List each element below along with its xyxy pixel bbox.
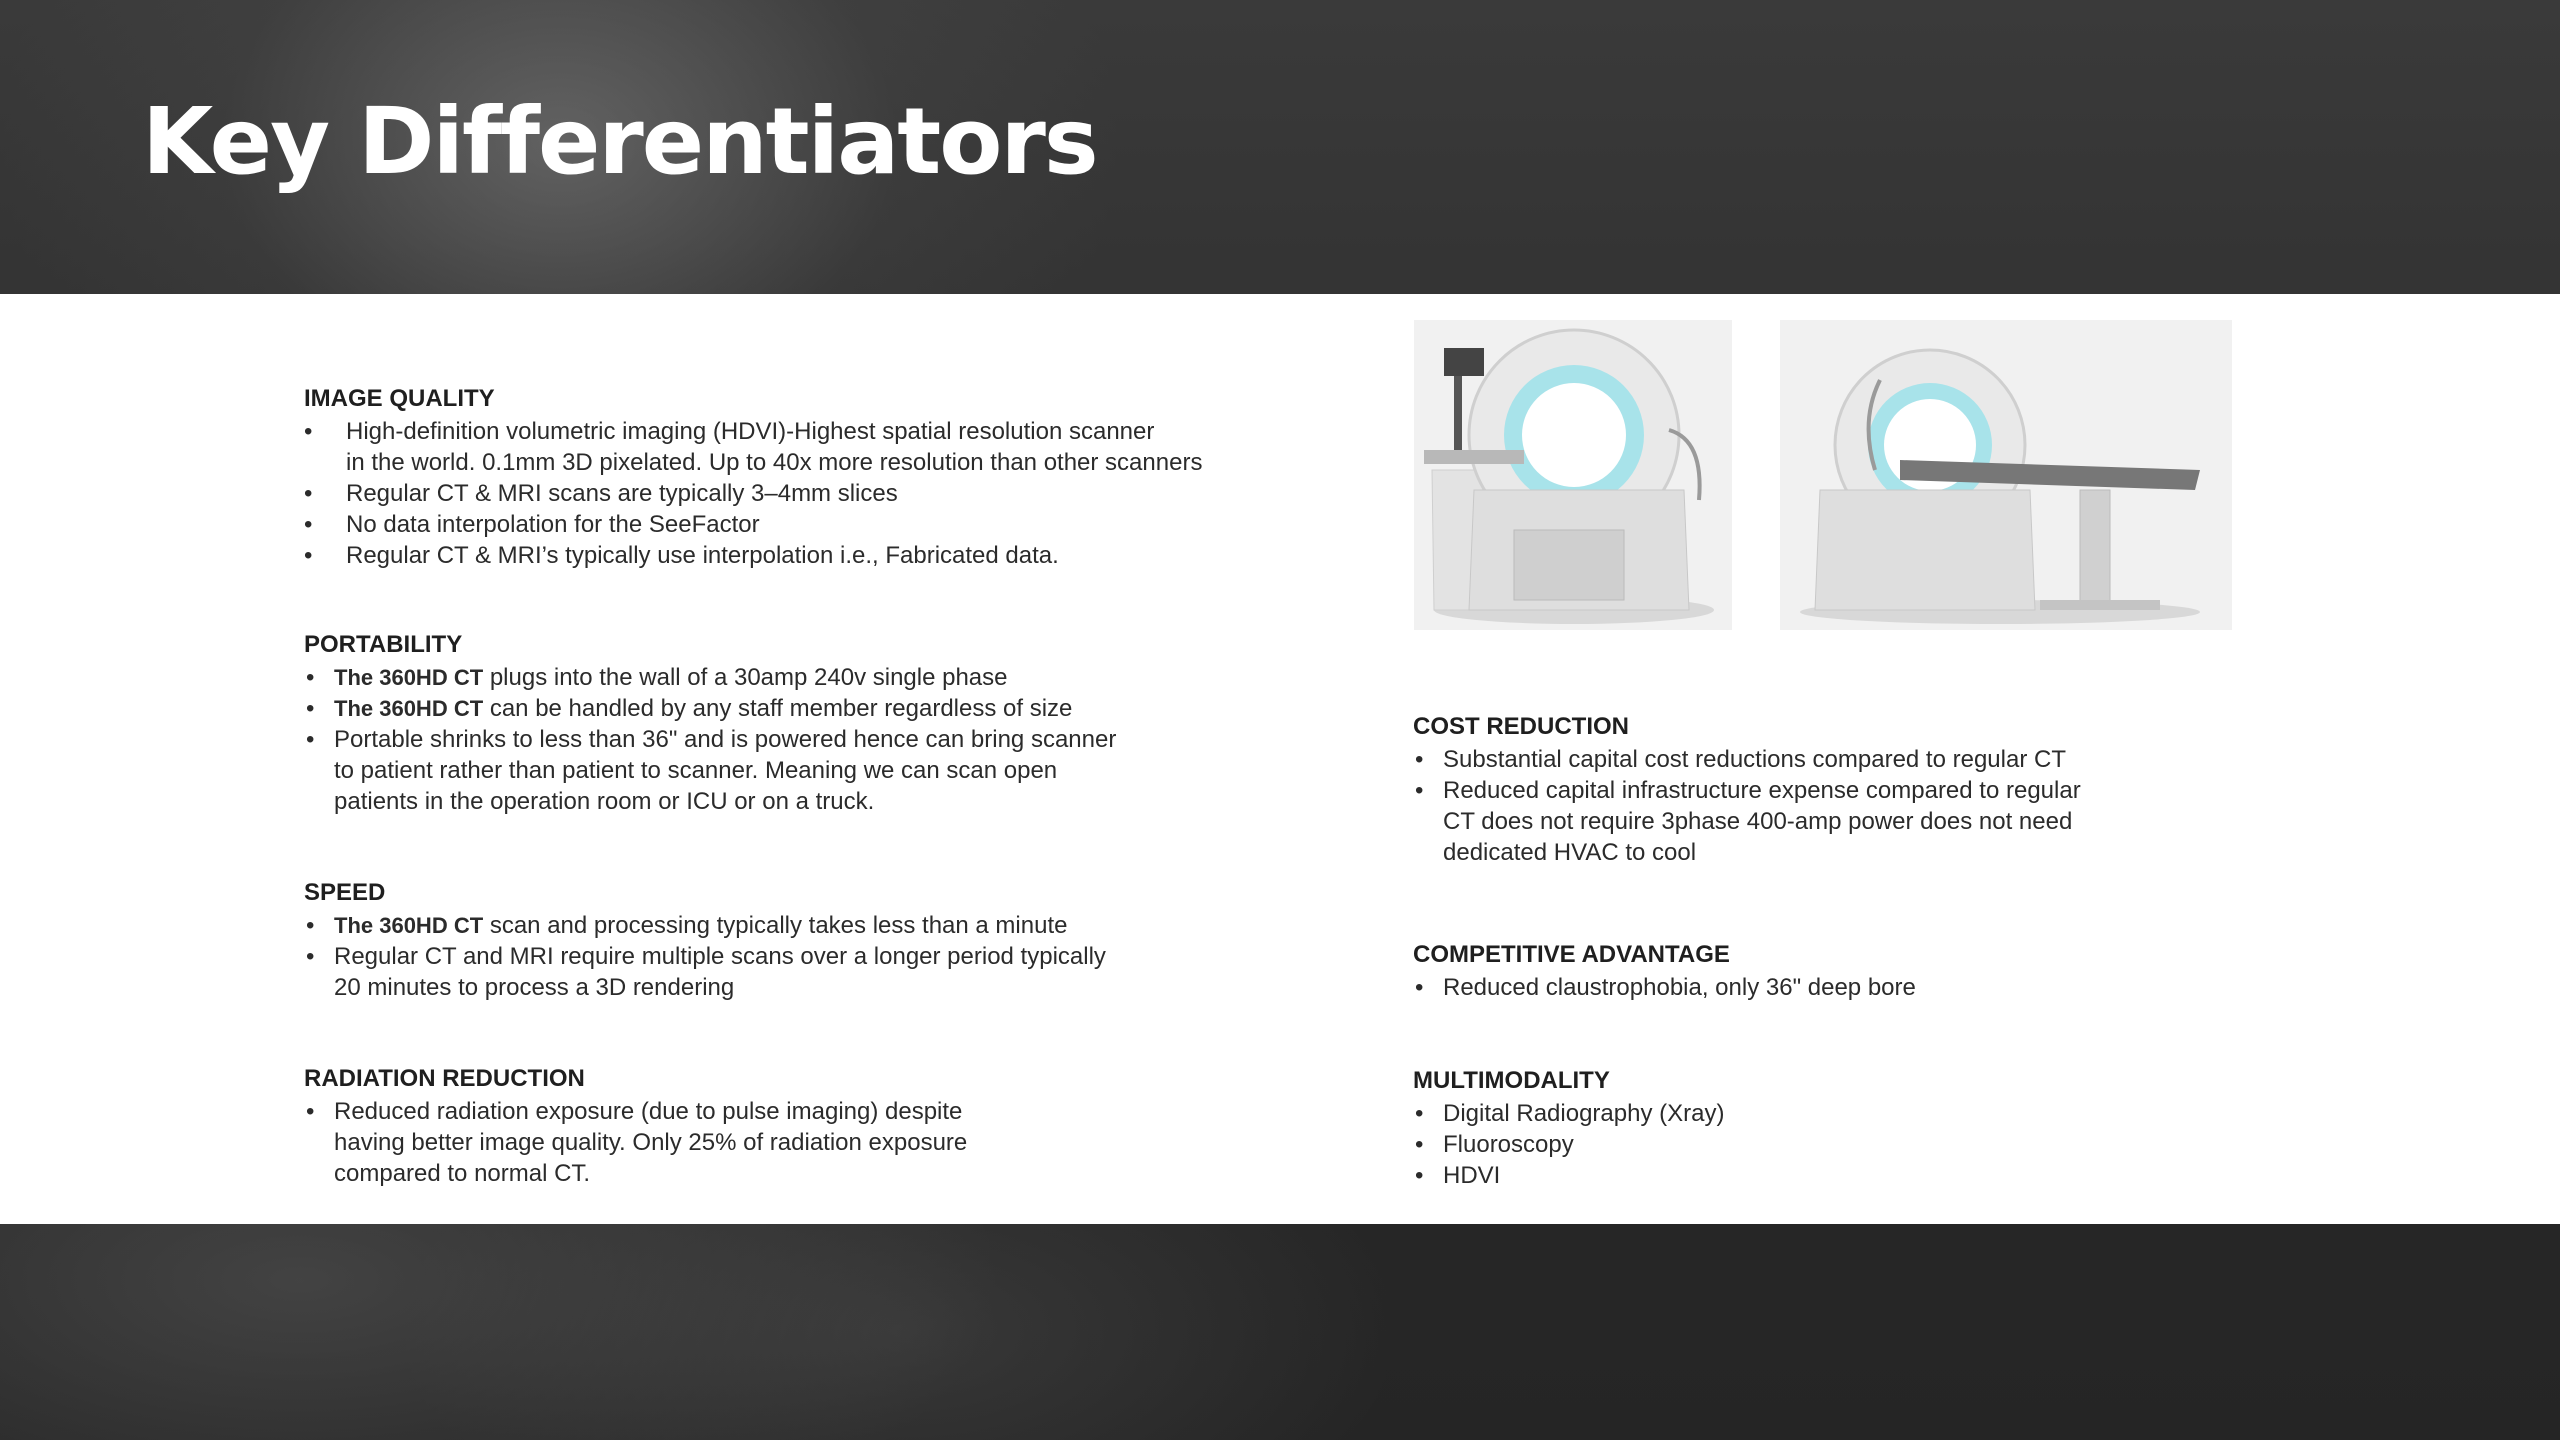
section-heading: RADIATION REDUCTION [304,1065,585,1092]
list-item-continuation [304,972,1304,1003]
section-heading: MULTIMODALITY [1413,1067,1610,1094]
list-item: • HDVI [1413,1160,2313,1191]
list-item-continuation: in the world. 0.1mm 3D pixelated. Up to 40x more resolution than other scanners [346,449,1203,476]
bullet-list [1413,972,2313,1003]
item-text: scan and processing typically takes less than a minute [483,912,1068,939]
item-text: can be handled by any staff member regardless of size [483,695,1073,722]
list-item-continuation [304,786,1304,817]
product-name: The 360HD CT [334,913,484,938]
section-competitive-advantage [1413,940,2313,1003]
list-item-continuation: dedicated HVAC to cool [1443,839,1697,866]
ct-scanner-upright-icon [1414,320,1732,630]
list-item: • Digital Radiography (Xray) [1413,1098,2313,1129]
list-item: • Regular CT & MRI scans are typically 3–4mm slices [304,478,1304,509]
list-item [304,910,1304,941]
list-item [304,941,1304,972]
item-text: Regular CT and MRI require multiple scans over a longer period typically [334,943,1106,970]
item-text: Portable shrinks to less than 36" and is powered hence can bring scanner [334,726,1117,753]
list-item-continuation: having better image quality. Only 25% of radiation exposure [334,1129,968,1156]
item-text: plugs into the wall of a 30amp 240v single phase [483,664,1008,691]
bullet-list [1413,744,2313,868]
section-heading: IMAGE QUALITY [304,385,495,412]
section-heading: PORTABILITY [304,631,463,658]
item-text: to patient rather than patient to scanner. Meaning we can scan open [334,757,1058,784]
list-item: • Substantial capital cost reductions compared to regular CT [1413,744,2313,775]
section-cost-reduction [1413,712,2313,868]
bullet-list [1413,1098,2313,1191]
bullet-list [304,662,1304,817]
ct-scanner-with-table-icon [1780,320,2232,630]
list-item: • Regular CT & MRI’s typically use interpolation i.e., Fabricated data. [304,540,1304,571]
list-item-continuation: compared to normal CT. [334,1160,591,1187]
section-radiation-reduction [304,1064,1304,1189]
list-item: • Fluoroscopy [1413,1129,2313,1160]
section-speed [304,878,1304,1003]
list-item [304,693,1304,724]
list-item [304,724,1304,755]
section-heading: COMPETITIVE ADVANTAGE [1413,941,1730,968]
bullet-list [304,1096,1304,1189]
product-name: The 360HD CT [334,665,484,690]
product-name: The 360HD CT [334,696,484,721]
list-item: • High-definition volumetric imaging (HDVI)-Highest spatial resolution scanner [304,416,1304,447]
section-heading: SPEED [304,879,386,906]
list-item: • Reduced claustrophobia, only 36" deep bore [1413,972,2313,1003]
section-heading: COST REDUCTION [1413,713,1629,740]
list-item [304,662,1304,693]
list-item: • No data interpolation for the SeeFactor [304,509,1304,540]
list-item: • Reduced radiation exposure (due to pulse imaging) despite [304,1096,1304,1127]
bullet-list [304,910,1304,1003]
list-item: • Reduced capital infrastructure expense compared to regular [1413,775,2313,806]
bullet-list [304,416,1304,571]
list-item-continuation [304,755,1304,786]
list-item-continuation: CT does not require 3phase 400-amp power does not need [1443,808,2073,835]
item-text: 20 minutes to process a 3D rendering [334,974,735,1001]
item-text: patients in the operation room or ICU or on a truck. [334,788,875,815]
slide-title: Key Differentiators [142,88,1097,195]
section-multimodality [1413,1066,2313,1191]
section-portability [304,630,1304,817]
section-image-quality [304,384,1304,571]
